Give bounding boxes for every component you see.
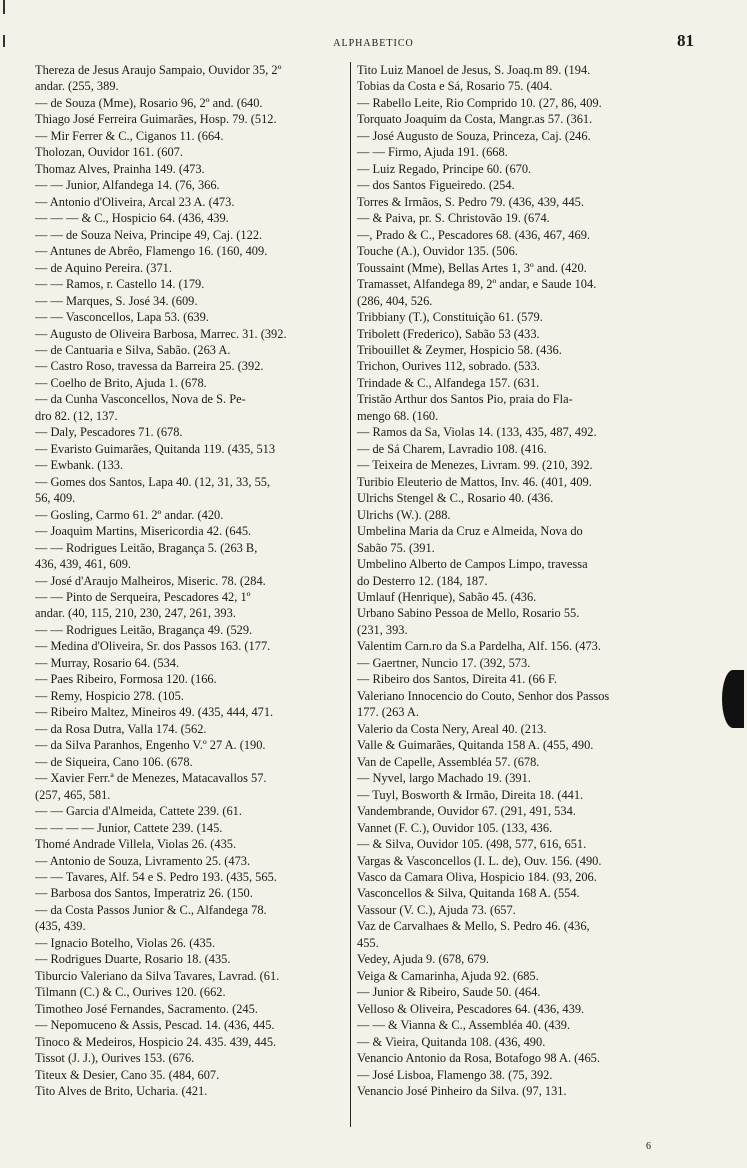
directory-entry-line: — Luiz Regado, Principe 60. (670.: [357, 161, 532, 176]
directory-entry-line: — de Sá Charem, Lavradio 108. (416.: [357, 441, 547, 456]
directory-entry-line: dro 82. (12, 137.: [35, 408, 118, 423]
directory-entry-line: — Joaquim Martins, Misericordia 42. (645.: [35, 524, 252, 539]
directory-entry-line: Tholozan, Ouvidor 161. (607.: [35, 145, 183, 160]
directory-entry-line: — — de Souza Neiva, Principe 49, Caj. (122.: [35, 227, 263, 242]
directory-entry-line: andar. (40, 115, 210, 230, 247, 261, 393.: [35, 606, 236, 621]
directory-entry-line: Torres & Irmãos, S. Pedro 79. (436, 439, 445.: [357, 194, 584, 209]
directory-entry-line: — — Garcia d'Almeida, Cattete 239. (61.: [35, 804, 242, 819]
directory-entry-line: andar. (255, 389.: [35, 79, 119, 94]
directory-entry-line: (231, 393.: [357, 622, 408, 637]
directory-entry-line: Vannet (F. C.), Ouvidor 105. (133, 436.: [357, 820, 553, 835]
directory-entry-line: Venancio José Pinheiro da Silva. (97, 131.: [357, 1084, 567, 1099]
directory-entry-line: Thereza de Jesus Araujo Sampaio, Ouvidor 35, 2º: [35, 63, 282, 77]
directory-entry-line: Valentim Carn.ro da S.a Pardelha, Alf. 156. (473.: [357, 639, 601, 654]
directory-entry-line: — — Rodrigues Leitão, Bragança 49. (529.: [35, 622, 253, 637]
directory-entry-line: do Desterro 12. (184, 187.: [357, 573, 488, 588]
directory-entry-line: 56, 409.: [35, 491, 76, 506]
directory-entry-line: Timotheo José Fernandes, Sacramento. (245.: [35, 1001, 258, 1016]
directory-entry-line: Touche (A.), Ouvidor 135. (506.: [357, 244, 518, 259]
directory-entry-line: Tito Luiz Manoel de Jesus, S. Joaq.m 89. (194.: [357, 63, 591, 77]
directory-entry-line: — — Vasconcellos, Lapa 53. (639.: [35, 310, 209, 325]
directory-entry-line: — Gosling, Carmo 61. 2º andar. (420.: [35, 507, 224, 522]
directory-entry-line: Vedey, Ajuda 9. (678, 679.: [357, 952, 490, 967]
directory-entry-line: Tribbiany (T.), Constituição 61. (579.: [357, 310, 543, 325]
directory-entry-line: — Tuyl, Bosworth & Irmão, Direita 18. (441.: [357, 787, 584, 802]
directory-entry-line: 436, 439, 461, 609.: [35, 557, 132, 572]
directory-entry-line: — Xavier Ferr.ª de Menezes, Matacavallos 57.: [35, 771, 267, 786]
directory-entry-line: — Nepomuceno & Assis, Pescad. 14. (436, 445.: [35, 1018, 275, 1033]
directory-entry-line: Velloso & Oliveira, Pescadores 64. (436, 439.: [357, 1001, 585, 1016]
directory-entry-line: Ulrichs (W.). (288.: [357, 507, 451, 522]
directory-entry-line: — Medina d'Oliveira, Sr. dos Passos 163. (177.: [35, 639, 271, 654]
directory-entry-line: — Ribeiro Maltez, Mineiros 49. (435, 444, 471.: [35, 705, 274, 720]
directory-entry-line: — — — & C., Hospicio 64. (436, 439.: [35, 211, 229, 226]
directory-entry-line: — dos Santos Figueiredo. (254.: [357, 178, 515, 193]
directory-entry-line: — Rodrigues Duarte, Rosario 18. (435.: [35, 952, 231, 967]
directory-entry-line: Umlauf (Henrique), Sabão 45. (436.: [357, 590, 537, 604]
directory-entry-line: — Antonio de Souza, Livramento 25. (473.: [35, 853, 251, 868]
directory-entry-line: Umbelino Alberto de Campos Limpo, travessa: [357, 557, 588, 572]
directory-entry-line: — Remy, Hospicio 278. (105.: [35, 688, 184, 703]
directory-entry-line: — — — — Junior, Cattete 239. (145.: [35, 820, 223, 835]
directory-entry-line: — & Silva, Ouvidor 105. (498, 577, 616, 651.: [357, 837, 587, 852]
directory-entry-line: Tribolett (Frederico), Sabão 53 (433.: [357, 326, 540, 341]
directory-entry-line: (435, 439.: [35, 919, 86, 934]
directory-entry-line: — — Junior, Alfandega 14. (76, 366.: [35, 178, 220, 193]
directory-entry-line: — — Pinto de Serqueira, Pescadores 42, 1º: [35, 590, 251, 604]
directory-entry-line: (257, 465, 581.: [35, 787, 111, 802]
directory-entry-line: Titeux & Desier, Cano 35. (484, 607.: [35, 1067, 220, 1082]
directory-entry-line: — José Lisboa, Flamengo 38. (75, 392.: [357, 1067, 553, 1082]
page-number: 81: [677, 31, 694, 50]
directory-entry-line: — da Rosa Dutra, Valla 174. (562.: [35, 721, 207, 736]
directory-entry-line: — Ewbank. (133.: [35, 458, 124, 473]
directory-entry-line: Tribouillet & Zeymer, Hospicio 58. (436.: [357, 342, 562, 357]
directory-entry-line: — Ribeiro dos Santos, Direita 41. (66 F.: [357, 672, 557, 687]
directory-entry-line: — Antonio d'Oliveira, Arcal 23 A. (473.: [35, 194, 235, 209]
directory-entry-line: Vasco da Camara Oliva, Hospicio 184. (93, 206.: [357, 869, 597, 884]
directory-entry-line: — — & Vianna & C., Assembléa 40. (439.: [357, 1018, 571, 1033]
left-margin-mark: [3, 35, 5, 47]
directory-entry-line: Valeriano Innocencio do Couto, Senhor dos Passos: [357, 688, 610, 703]
left-column: [35, 62, 353, 1100]
directory-entry-line: Sabão 75. (391.: [357, 540, 435, 555]
directory-entry-line: — — Firmo, Ajuda 191. (668.: [357, 145, 508, 160]
directory-entry-line: Thomé Andrade Villela, Violas 26. (435.: [35, 837, 237, 852]
directory-entry-line: — da Cunha Vasconcellos, Nova de S. Pe-: [35, 392, 246, 407]
directory-entry-line: — Ramos da Sa, Violas 14. (133, 435, 487, 492.: [357, 425, 597, 440]
directory-entry-line: Veiga & Camarinha, Ajuda 92. (685.: [357, 968, 539, 983]
directory-entry-line: — Rabello Leite, Rio Comprido 10. (27, 86, 409.: [357, 95, 602, 110]
right-column: [357, 62, 687, 1100]
directory-entry-line: Vaz de Carvalhaes & Mello, S. Pedro 46. (436,: [357, 919, 590, 934]
directory-entry-line: Toussaint (Mme), Bellas Artes 1, 3º and. (420.: [357, 260, 587, 275]
directory-entry-line: — de Siqueira, Cano 106. (678.: [35, 754, 193, 769]
directory-entry-line: — da Silva Paranhos, Engenho V.º 27 A. (190.: [35, 738, 266, 753]
directory-entry-line: Tissot (J. J.), Ourives 153. (676.: [35, 1051, 195, 1066]
directory-entry-line: — & Paiva, pr. S. Christovão 19. (674.: [357, 211, 550, 226]
directory-entry-line: Umbelina Maria da Cruz e Almeida, Nova do: [357, 524, 583, 539]
directory-entry-line: Thiago José Ferreira Guimarães, Hosp. 79. (512.: [35, 112, 277, 127]
directory-entry-line: — Nyvel, largo Machado 19. (391.: [357, 771, 531, 786]
directory-entry-line: Ulrichs Stengel & C., Rosario 40. (436.: [357, 491, 554, 506]
directory-entry-line: — Coelho de Brito, Ajuda 1. (678.: [35, 375, 207, 390]
directory-entry-line: — Teixeira de Menezes, Livram. 99. (210, 392.: [357, 458, 593, 473]
directory-entry-line: Tobias da Costa e Sá, Rosario 75. (404.: [357, 79, 553, 94]
directory-entry-line: (286, 404, 526.: [357, 293, 433, 308]
directory-entry-line: Tramasset, Alfandega 89, 2º andar, e Saude 104.: [357, 277, 597, 292]
directory-entry-line: — da Costa Passos Junior & C., Alfandega 78.: [35, 902, 267, 917]
page-header-title: ALPHABETICO: [333, 38, 414, 49]
directory-entry-line: Venancio Antonio da Rosa, Botafogo 98 A. (465.: [357, 1051, 600, 1066]
directory-entry-line: Tristão Arthur dos Santos Pio, praia do Fla-: [357, 392, 573, 407]
directory-entry-line: — — Marques, S. José 34. (609.: [35, 293, 198, 308]
directory-entry-line: 455.: [357, 935, 379, 950]
directory-entry-line: Vandembrande, Ouvidor 67. (291, 491, 534.: [357, 804, 576, 819]
directory-entry-line: 177. (263 A.: [357, 705, 419, 720]
directory-entry-line: Torquato Joaquim da Costa, Mangr.as 57. (361.: [357, 112, 593, 127]
directory-entry-line: — José d'Araujo Malheiros, Miseric. 78. (284.: [35, 573, 266, 588]
directory-entry-line: Trindade & C., Alfandega 157. (631.: [357, 375, 540, 390]
directory-entry-line: Vassour (V. C.), Ajuda 73. (657.: [357, 902, 516, 917]
directory-entry-line: — Mir Ferrer & C., Ciganos 11. (664.: [35, 128, 224, 143]
column-divider: [350, 62, 351, 1127]
directory-entry-line: — Junior & Ribeiro, Saude 50. (464.: [357, 985, 541, 1000]
directory-entry-line: — Antunes de Abrêo, Flamengo 16. (160, 409.: [35, 244, 268, 259]
directory-entry-line: — — Ramos, r. Castello 14. (179.: [35, 277, 205, 292]
directory-entry-line: — Augusto de Oliveira Barbosa, Marrec. 31. (392.: [35, 326, 287, 341]
directory-entry-line: Tilmann (C.) & C., Ourives 120. (662.: [35, 985, 226, 1000]
directory-entry-line: — Gaertner, Nuncio 17. (392, 573.: [357, 655, 531, 670]
directory-entry-line: — Evaristo Guimarães, Quitanda 119. (435, 513: [35, 441, 276, 456]
directory-entry-line: — Paes Ribeiro, Formosa 120. (166.: [35, 672, 217, 687]
directory-entry-line: Valerio da Costa Nery, Areal 40. (213.: [357, 721, 547, 736]
directory-entry-line: — — Tavares, Alf. 54 e S. Pedro 193. (435, 565.: [35, 869, 277, 884]
directory-entry-line: — de Cantuaria e Silva, Sabão. (263 A.: [35, 342, 231, 357]
directory-entry-line: mengo 68. (160.: [357, 408, 439, 423]
directory-entry-line: — Gomes dos Santos, Lapa 40. (12, 31, 33, 55,: [35, 474, 271, 489]
directory-entry-line: — Murray, Rosario 64. (534.: [35, 655, 180, 670]
directory-entry-line: — Barbosa dos Santos, Imperatriz 26. (150.: [35, 886, 253, 901]
directory-entry-line: Turibio Eleuterio de Mattos, Inv. 46. (401, 409.: [357, 474, 592, 489]
directory-entry-line: Valle & Guimarães, Quitanda 158 A. (455, 490.: [357, 738, 594, 753]
directory-entry-line: — — Rodrigues Leitão, Bragança 5. (263 B,: [35, 540, 258, 555]
directory-entry-line: Vasconcellos & Silva, Quitanda 168 A. (554.: [357, 886, 580, 901]
directory-entry-line: Tito Alves de Brito, Ucharia. (421.: [35, 1084, 208, 1099]
directory-entry-line: — Ignacio Botelho, Violas 26. (435.: [35, 935, 216, 950]
directory-entry-line: — Castro Roso, travessa da Barreira 25. (392.: [35, 359, 264, 374]
directory-entry-line: — de Souza (Mme), Rosario 96, 2º and. (640.: [35, 95, 263, 110]
directory-entry-line: Urbano Sabino Pessoa de Mello, Rosario 55.: [357, 606, 580, 621]
directory-entry-line: —, Prado & C., Pescadores 68. (436, 467, 469.: [357, 227, 590, 242]
directory-entry-line: Vargas & Vasconcellos (I. L. de), Ouv. 156. (490.: [357, 853, 602, 868]
directory-entry-line: — de Aquino Pereira. (371.: [35, 260, 172, 275]
directory-entry-line: Van de Capelle, Assembléa 57. (678.: [357, 754, 540, 769]
directory-entry-line: — José Augusto de Souza, Princeza, Caj. (246.: [357, 128, 591, 143]
directory-entry-line: — Daly, Pescadores 71. (678.: [35, 425, 183, 440]
directory-entry-line: Trichon, Ourives 112, sobrado. (533.: [357, 359, 540, 374]
directory-entry-line: Tiburcio Valeriano da Silva Tavares, Lavrad. (61.: [35, 968, 280, 983]
directory-entry-line: — & Vieira, Quitanda 108. (436, 490.: [357, 1034, 546, 1049]
left-margin-mark: [3, 0, 5, 14]
footer-mark: 6: [646, 1141, 651, 1152]
directory-entry-line: Thomaz Alves, Prainha 149. (473.: [35, 161, 205, 176]
ink-blot: [722, 670, 744, 728]
directory-entry-line: Tinoco & Medeiros, Hospicio 24. 435. 439, 445.: [35, 1034, 277, 1049]
